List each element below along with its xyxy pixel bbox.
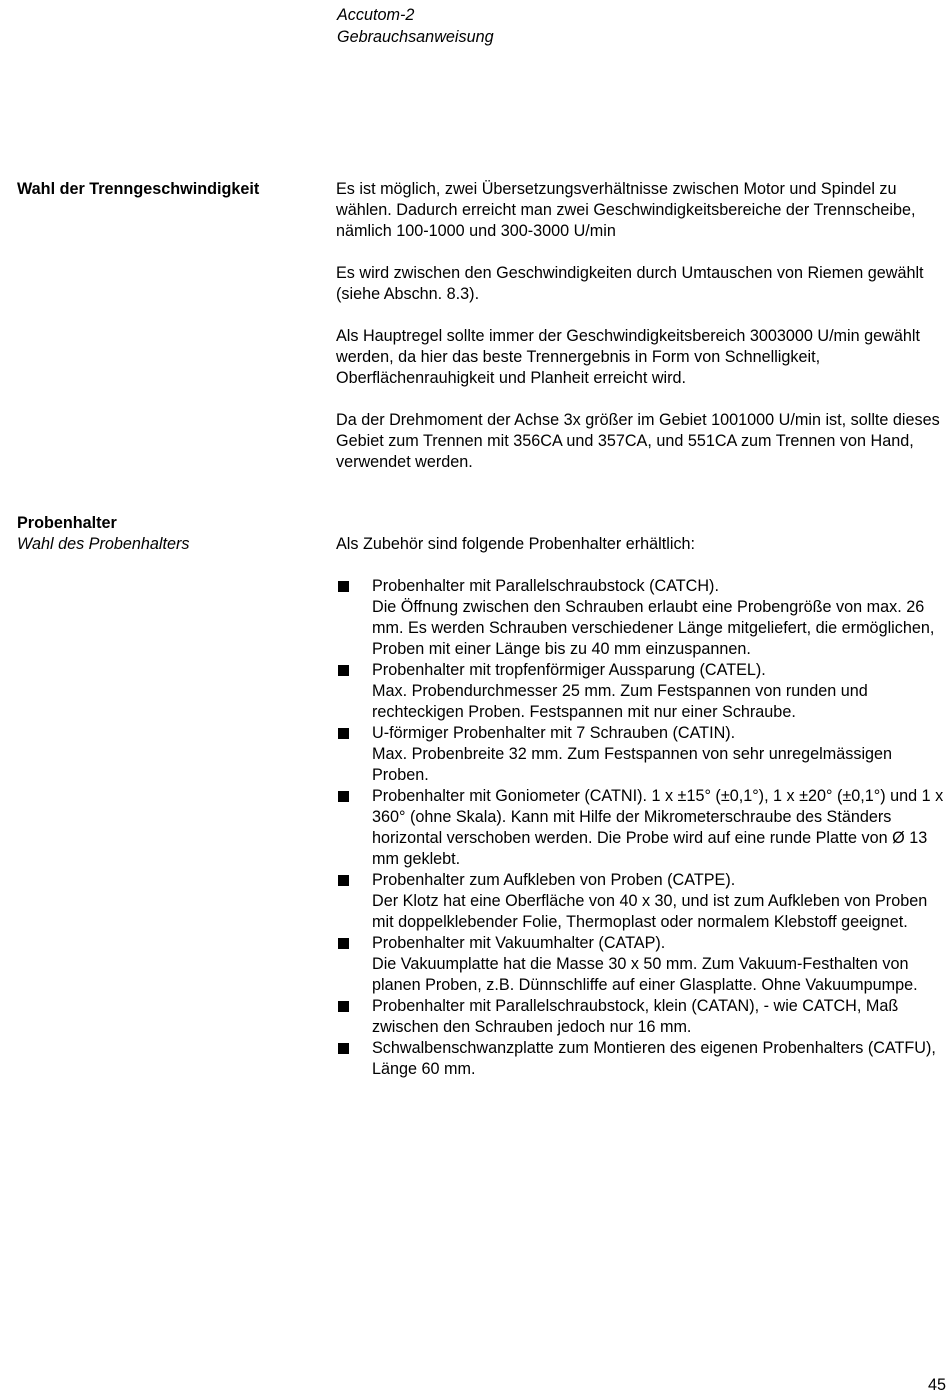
list-item xyxy=(336,786,950,870)
item-title: Probenhalter mit Parallelschraubstock (CATCH). xyxy=(372,577,719,595)
section-subheading-holder-choice: Wahl des Probenhalters xyxy=(17,535,190,553)
item-title: U-förmiger Probenhalter mit 7 Schrauben (CATIN). xyxy=(372,724,736,742)
item-title: Probenhalter mit Vakuumhalter (CATAP). xyxy=(372,934,666,952)
list-item xyxy=(336,723,950,786)
item-title: Probenhalter zum Aufkleben von Proben (CATPE). xyxy=(372,871,736,889)
holder-list xyxy=(336,576,950,1080)
square-bullet-icon xyxy=(338,938,349,949)
header-doc-type: Gebrauchsanweisung xyxy=(337,28,494,46)
square-bullet-icon xyxy=(338,581,349,592)
list-item xyxy=(336,1038,950,1080)
item-description: Der Klotz hat eine Oberfläche von 40 x 30, und ist zum Aufkleben von Proben mit doppelklebender Folie, Thermoplast oder normalem Klebstoff geeignet. xyxy=(372,892,928,931)
list-item xyxy=(336,933,950,996)
paragraph: Da der Drehmoment der Achse 3x größer im Gebiet 1001000 U/min ist, sollte dieses Gebiet zum Trennen mit 356CA und 357CA, und 551CA zum Trennen von Hand, verwendet werden. xyxy=(336,411,940,471)
list-item xyxy=(336,996,950,1038)
paragraph: Als Hauptregel sollte immer der Geschwindigkeitsbereich 3003000 U/min gewählt werden, da hier das beste Trennergebnis in Form von Schnelligkeit, Oberflächenrauhigkeit und Planheit erreicht wird. xyxy=(336,327,920,387)
square-bullet-icon xyxy=(338,665,349,676)
section-body-cutting-speed xyxy=(336,179,950,473)
paragraph: Es ist möglich, zwei Übersetzungsverhältnisse zwischen Motor und Spindel zu wählen. Dadurch erreicht man zwei Geschwindigkeitsbereiche der Trennscheibe, nämlich 100-1000 und 300-3000 U/min xyxy=(336,180,916,240)
item-description: Die Vakuumplatte hat die Masse 30 x 50 mm. Zum Vakuum-Festhalten von planen Proben, z.B. Dünnschliffe auf einer Glasplatte. Ohne Vakuumpumpe. xyxy=(372,955,918,994)
list-item xyxy=(336,660,950,723)
section-body-specimen-holder xyxy=(336,534,950,1080)
square-bullet-icon xyxy=(338,728,349,739)
item-description: Max. Probendurchmesser 25 mm. Zum Festspannen von runden und rechteckigen Proben. Festspannen mit nur einer Schraube. xyxy=(372,682,868,721)
item-description: Die Öffnung zwischen den Schrauben erlaubt eine Probengröße von max. 26 mm. Es werden Schrauben verschiedener Länge mitgeliefert, die ermöglichen, Proben mit einer Länge bis zu 40 mm einzuspannen. xyxy=(372,598,935,658)
header-product-name: Accutom-2 xyxy=(337,6,415,24)
list-item xyxy=(336,576,950,660)
section-heading-cutting-speed: Wahl der Trenngeschwindigkeit xyxy=(17,180,260,198)
square-bullet-icon xyxy=(338,875,349,886)
item-description: Max. Probenbreite 32 mm. Zum Festspannen von sehr unregelmässigen Proben. xyxy=(372,745,893,784)
item-title: Probenhalter mit tropfenförmiger Aussparung (CATEL). xyxy=(372,661,766,679)
paragraph: Es wird zwischen den Geschwindigkeiten durch Umtauschen von Riemen gewählt (siehe Abschn. 8.3). xyxy=(336,264,924,303)
list-item xyxy=(336,870,950,933)
document-header xyxy=(337,4,494,48)
square-bullet-icon xyxy=(338,1001,349,1012)
item-title: Probenhalter mit Goniometer (CATNI). 1 x ±15° (±0,1°), 1 x ±20° (±0,1°) und 1 x 360° (ohne Skala). Kann mit Hilfe der Mikrometerschraube des Ständers horizontal verschoben werden. Die Probe wird auf eine runde Platte von Ø 13 mm geklebt. xyxy=(372,787,944,868)
square-bullet-icon xyxy=(338,791,349,802)
page-number: 45 xyxy=(927,1376,946,1394)
intro-text: Als Zubehör sind folgende Probenhalter erhältlich: xyxy=(336,535,696,553)
square-bullet-icon xyxy=(338,1043,349,1054)
item-title: Probenhalter mit Parallelschraubstock, klein (CATAN), - wie CATCH, Maß zwischen den Schrauben jedoch nur 16 mm. xyxy=(372,997,899,1036)
item-title: Schwalbenschwanzplatte zum Montieren des eigenen Probenhalters (CATFU), Länge 60 mm. xyxy=(372,1039,936,1078)
section-heading-specimen-holder: Probenhalter xyxy=(17,514,117,532)
